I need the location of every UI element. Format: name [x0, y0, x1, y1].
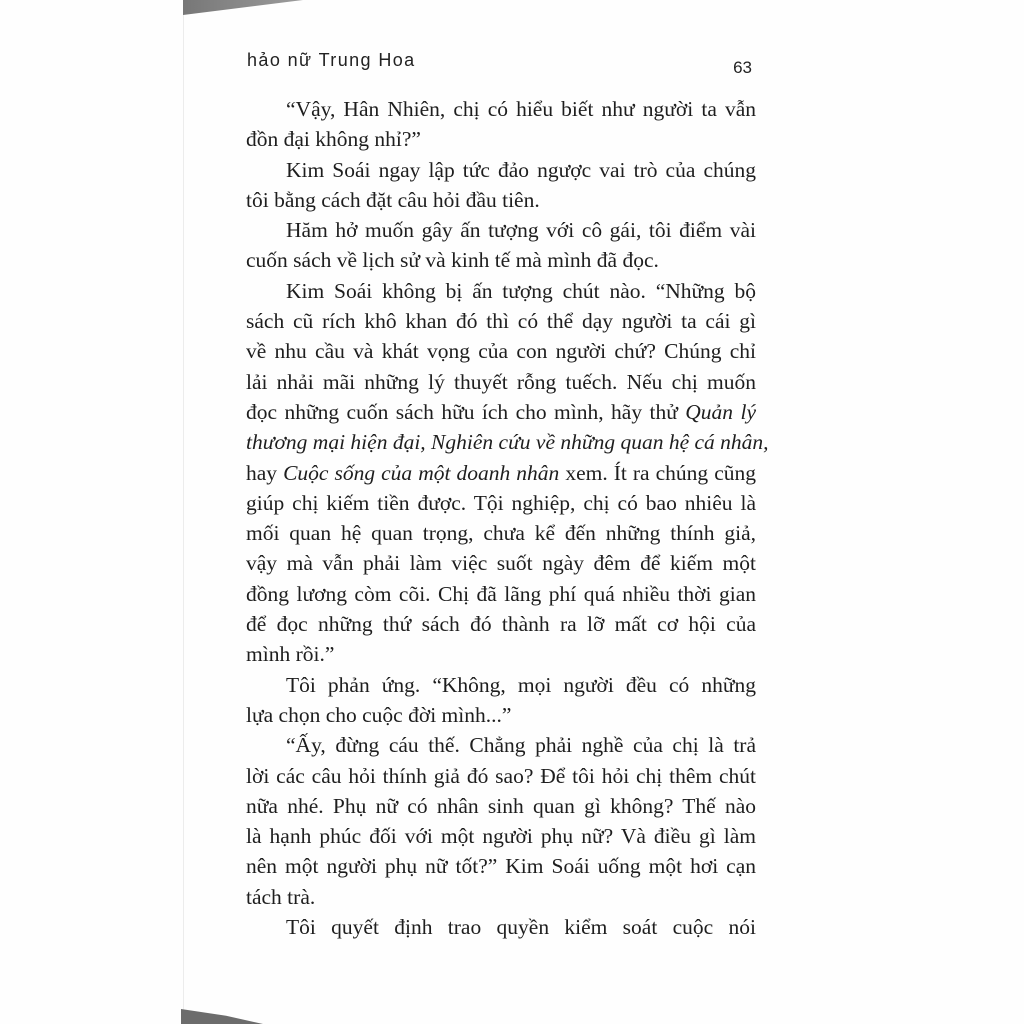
running-title: hảo nữ Trung Hoa — [247, 50, 416, 70]
text-line: tôi bằng cách đặt câu hỏi đầu tiên. — [246, 187, 540, 212]
text-line: đồn đại không nhỉ?” — [246, 127, 421, 152]
page-edge — [183, 0, 184, 1024]
text-line-italic: thương mại hiện đại, Nghiên cứu về những quan hệ cá nhân, — [246, 430, 769, 455]
text-line: là hạnh phúc đối với một người phụ nữ? Và điều gì làm — [246, 824, 756, 849]
paragraph — [246, 276, 769, 670]
text-line: lựa chọn cho cuộc đời mình...” — [246, 702, 512, 727]
page-number: 63 — [733, 58, 752, 77]
text-line: lải nhải mãi những lý thuyết rỗng tuếch. Nếu chị muốn — [246, 369, 756, 394]
paragraph — [246, 912, 756, 942]
paragraph — [246, 94, 756, 155]
text-line: Tôi quyết định trao quyền kiểm soát cuộc nói — [286, 915, 756, 940]
text-line — [246, 397, 756, 427]
text-line: vậy mà vẫn phải làm việc suốt ngày đêm để kiếm một — [246, 551, 756, 576]
text-line: Kim Soái ngay lập tức đảo ngược vai trò của chúng — [286, 157, 756, 182]
page-shadow-top — [183, 0, 303, 15]
text-line: giúp chị kiếm tiền được. Tội nghiệp, chị có bao nhiêu là — [246, 490, 756, 515]
text-line: cuốn sách về lịch sử và kinh tế mà mình đã đọc. — [246, 248, 659, 273]
text-line: lời các câu hỏi thính giả đó sao? Để tôi hỏi chị thêm chút — [246, 763, 756, 788]
text-line: để đọc những thứ sách đó thành ra lỡ mất cơ hội của — [246, 612, 756, 637]
paragraph — [246, 670, 756, 731]
text-line: nên một người phụ nữ tốt?” Kim Soái uống một hơi cạn — [246, 854, 756, 879]
text-line: sách cũ rích khô khan đó thì có thể dạy người ta cái gì — [246, 309, 756, 334]
text-line: tách trà. — [246, 884, 316, 909]
book-title-italic: Cuộc sống của một doanh nhân — [283, 460, 560, 485]
text-line: “Vậy, Hân Nhiên, chị có hiểu biết như người ta vẫn — [286, 97, 756, 121]
text-line: về nhu cầu và khát vọng của con người chứ? Chúng chỉ — [246, 339, 756, 364]
text-line: Kim Soái không bị ấn tượng chút nào. “Những bộ — [286, 278, 756, 303]
text-line: nữa nhé. Phụ nữ có nhân sinh quan gì không? Thế nào — [246, 793, 756, 818]
paragraph — [246, 730, 756, 912]
book-title-italic: Quản lý — [685, 399, 756, 424]
text-line: Tôi phản ứng. “Không, mọi người đều có những — [286, 672, 756, 697]
text-segment: xem. Ít ra chúng cũng — [559, 460, 756, 485]
text-line — [246, 458, 756, 488]
text-line: mối quan hệ quan trọng, chưa kể đến những thính giả, — [246, 521, 756, 546]
page-shadow-bottom — [181, 1009, 263, 1024]
paragraph — [246, 155, 756, 216]
body-text — [246, 94, 769, 942]
text-line: mình rồi.” — [246, 642, 335, 667]
text-segment: hay — [246, 460, 284, 485]
text-segment: đọc những cuốn sách hữu ích cho mình, hãy thử — [246, 399, 686, 424]
text-line: đồng lương còm cõi. Chị đã lãng phí quá nhiều thời gian — [246, 581, 756, 606]
text-line: “Ấy, đừng cáu thế. Chẳng phải nghề của chị là trả — [286, 733, 756, 758]
paragraph — [246, 215, 756, 276]
text-line: Hăm hở muốn gây ấn tượng với cô gái, tôi điểm vài — [286, 218, 756, 243]
